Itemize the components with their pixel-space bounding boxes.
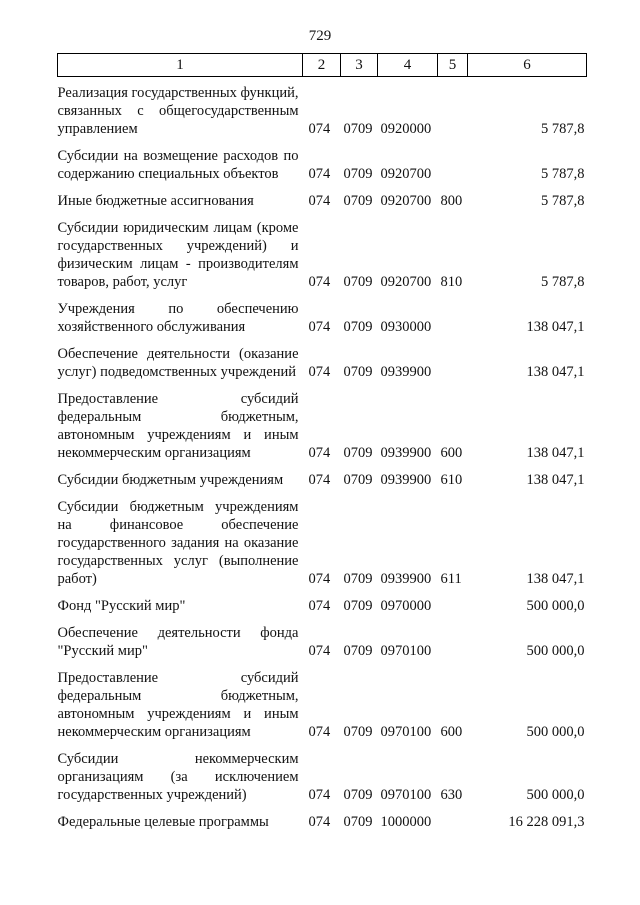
page-number: 729: [308, 28, 332, 44]
table-row: [58, 77, 587, 139]
row-expense-type-code: 810: [440, 274, 463, 290]
row-ministry-code: 074: [308, 598, 331, 614]
row-target-code: 0939900: [380, 472, 432, 488]
row-expense-type-code: [438, 291, 468, 336]
header-row: [58, 54, 587, 77]
row-target-code: 0939900: [380, 571, 432, 587]
row-section-code: 0709: [343, 193, 373, 209]
row-ministry-code: 074: [308, 814, 331, 830]
table-row: [58, 462, 587, 489]
row-target-code: 0920700: [380, 274, 432, 290]
row-amount: 5 787,8: [541, 274, 585, 290]
header-col-amount: 6: [468, 54, 587, 77]
row-target-code: 0939900: [380, 364, 432, 380]
row-name: Реализация государственных функций, связанных с общегосударственным управлением: [57, 85, 299, 137]
row-section-code: 0709: [343, 643, 373, 659]
row-name: Субсидии некоммерческим организациям (за исключением государственных учреждений): [57, 751, 299, 803]
header-col-expense-type: 5: [438, 54, 468, 77]
table-row: [58, 660, 587, 741]
row-expense-type-code: 600: [440, 445, 463, 461]
row-expense-type-code: 600: [440, 724, 463, 740]
row-section-code: 0709: [343, 166, 373, 182]
row-ministry-code: 074: [308, 121, 331, 137]
row-amount: 16 228 091,3: [508, 814, 585, 830]
table-row: [58, 615, 587, 660]
row-amount: 5 787,8: [541, 166, 585, 182]
row-ministry-code: 074: [308, 643, 331, 659]
table-row: [58, 183, 587, 210]
row-ministry-code: 074: [308, 787, 331, 803]
row-amount: 5 787,8: [541, 121, 585, 137]
row-amount: 5 787,8: [541, 193, 585, 209]
row-section-code: 0709: [343, 472, 373, 488]
table-row: [58, 291, 587, 336]
row-amount: 500 000,0: [526, 643, 585, 659]
header-col-section: 3: [341, 54, 378, 77]
row-amount: 138 047,1: [526, 571, 585, 587]
row-target-code: 0970100: [380, 643, 432, 659]
row-section-code: 0709: [343, 724, 373, 740]
table-row: [58, 489, 587, 588]
row-amount: 138 047,1: [526, 319, 585, 335]
budget-table: [57, 53, 587, 831]
header-col-ministry: 2: [303, 54, 341, 77]
row-expense-type-code: [438, 138, 468, 183]
row-ministry-code: 074: [308, 364, 331, 380]
row-name: Предоставление субсидий федеральным бюджетным, автономным учреждениям и иным некоммерческим организациям: [57, 670, 299, 740]
row-name: Субсидии бюджетным учреждениям на финансовое обеспечение государственного задания на оказание государственных услуг (выполнение работ): [57, 499, 299, 587]
row-amount: 138 047,1: [526, 364, 585, 380]
table-row: [58, 804, 587, 831]
row-expense-type-code: 630: [440, 787, 463, 803]
row-ministry-code: 074: [308, 166, 331, 182]
row-name: Субсидии юридическим лицам (кроме государственных учреждений) и физическим лицам - производителям товаров, работ, услуг: [57, 220, 299, 290]
row-expense-type-code: [438, 615, 468, 660]
row-name: Субсидии на возмещение расходов по содержанию специальных объектов: [57, 148, 299, 182]
row-expense-type-code: 611: [440, 571, 462, 587]
row-target-code: 0970100: [380, 787, 432, 803]
row-section-code: 0709: [343, 445, 373, 461]
row-section-code: 0709: [343, 121, 373, 137]
row-name: Учреждения по обеспечению хозяйственного обслуживания: [57, 301, 299, 335]
row-target-code: 0920000: [380, 121, 432, 137]
row-ministry-code: 074: [308, 571, 331, 587]
row-target-code: 0920700: [380, 193, 432, 209]
row-expense-type-code: [438, 804, 468, 831]
row-section-code: 0709: [343, 364, 373, 380]
row-expense-type-code: 610: [440, 472, 463, 488]
row-ministry-code: 074: [308, 319, 331, 335]
row-target-code: 0930000: [380, 319, 432, 335]
row-expense-type-code: [438, 336, 468, 381]
row-section-code: 0709: [343, 598, 373, 614]
row-ministry-code: 074: [308, 724, 331, 740]
row-expense-type-code: 800: [440, 193, 463, 209]
table-row: [58, 138, 587, 183]
row-ministry-code: 074: [308, 472, 331, 488]
row-section-code: 0709: [343, 571, 373, 587]
row-ministry-code: 074: [308, 193, 331, 209]
row-target-code: 0970000: [380, 598, 432, 614]
row-name: Фонд "Русский мир": [57, 598, 186, 614]
table-row: [58, 588, 587, 615]
row-target-code: 0970100: [380, 724, 432, 740]
row-amount: 500 000,0: [526, 598, 585, 614]
row-section-code: 0709: [343, 814, 373, 830]
header-col-name: 1: [58, 54, 303, 77]
row-target-code: 0939900: [380, 445, 432, 461]
table-row: [58, 336, 587, 381]
row-name: Обеспечение деятельности (оказание услуг) подведомственных учреждений: [57, 346, 299, 380]
row-target-code: 1000000: [380, 814, 432, 830]
row-section-code: 0709: [343, 787, 373, 803]
table-row: [58, 210, 587, 291]
table-row: [58, 381, 587, 462]
row-section-code: 0709: [343, 319, 373, 335]
table-row: [58, 741, 587, 804]
row-ministry-code: 074: [308, 445, 331, 461]
row-amount: 138 047,1: [526, 445, 585, 461]
row-name: Субсидии бюджетным учреждениям: [57, 472, 284, 488]
row-name: Обеспечение деятельности фонда "Русский мир": [57, 625, 299, 659]
row-amount: 500 000,0: [526, 724, 585, 740]
row-name: Предоставление субсидий федеральным бюджетным, автономным учреждениям и иным некоммерческим организациям: [57, 391, 299, 461]
row-target-code: 0920700: [380, 166, 432, 182]
row-amount: 138 047,1: [526, 472, 585, 488]
row-amount: 500 000,0: [526, 787, 585, 803]
row-ministry-code: 074: [308, 274, 331, 290]
row-expense-type-code: [438, 588, 468, 615]
row-name: Иные бюджетные ассигнования: [57, 193, 254, 209]
row-section-code: 0709: [343, 274, 373, 290]
row-name: Федеральные целевые программы: [57, 814, 269, 830]
row-expense-type-code: [438, 77, 468, 139]
header-col-target: 4: [378, 54, 438, 77]
